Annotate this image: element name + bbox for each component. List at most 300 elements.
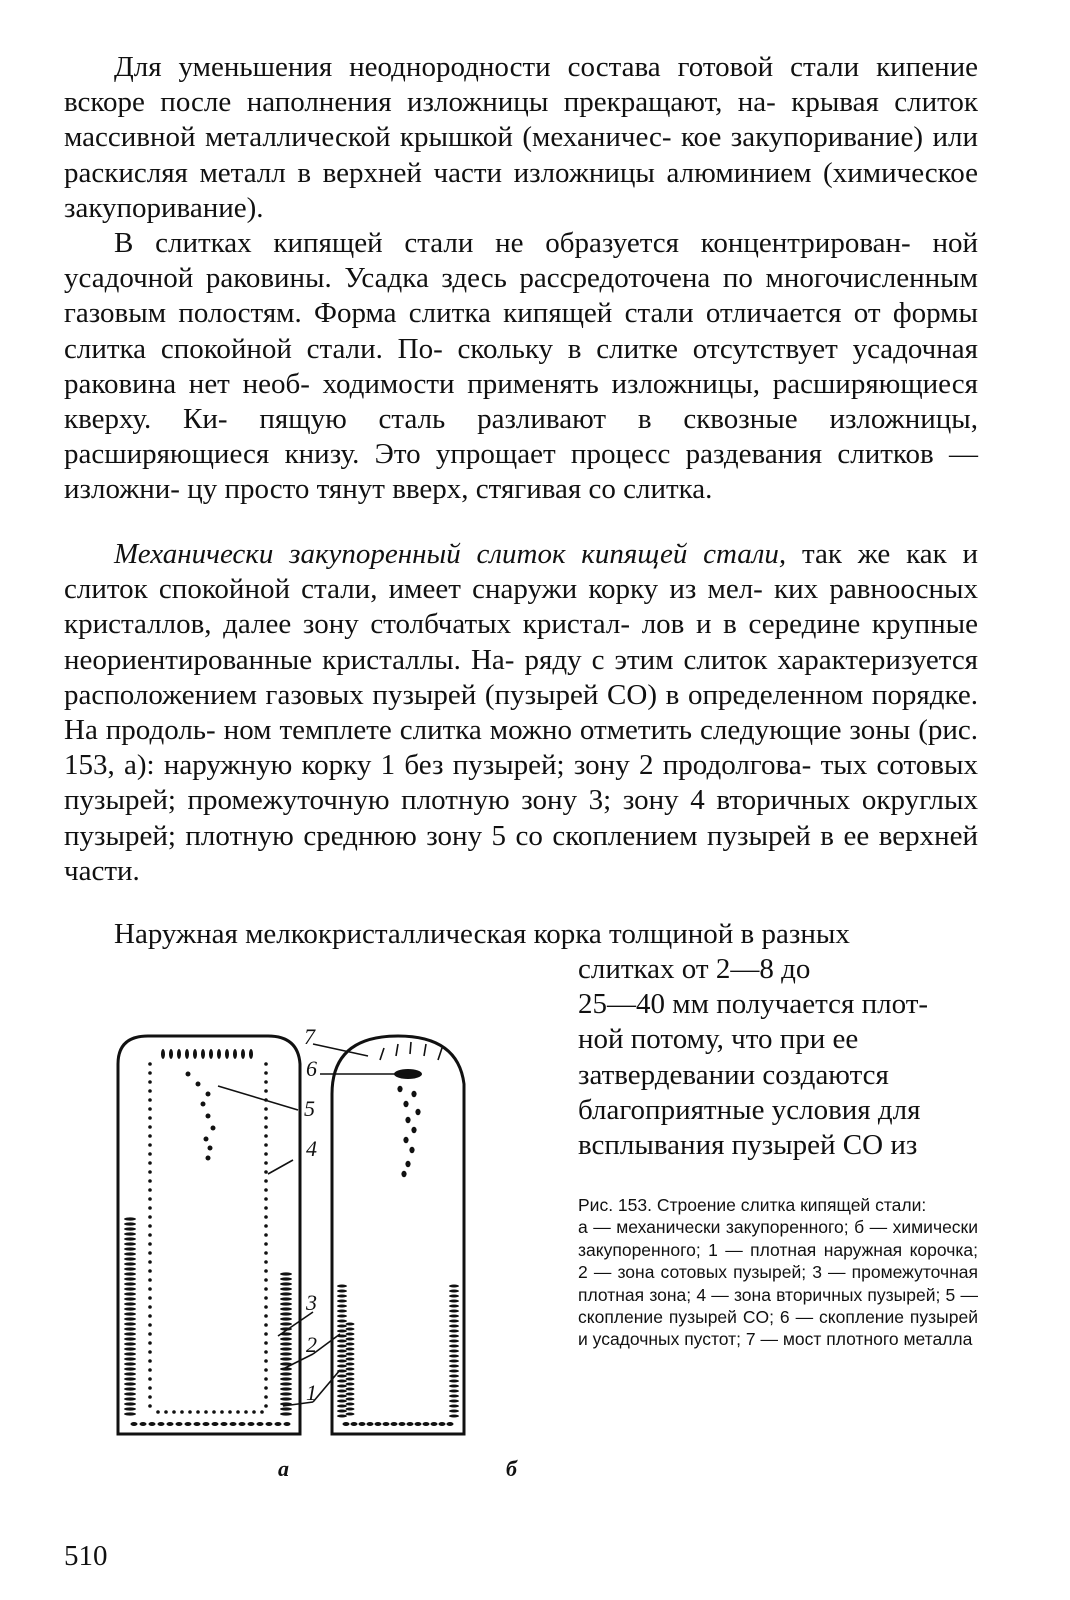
bubble-mark [264,1350,268,1354]
bubble-mark [233,1049,237,1059]
bubble-mark [124,1347,136,1350]
bubble-mark [236,1410,240,1414]
bubble-mark [449,1350,459,1353]
bubble-mark [337,1325,347,1328]
bubble-mark [148,1152,152,1156]
bubble-mark [241,1049,245,1059]
bubble-mark [266,1422,273,1426]
line: стали отличается от формы слитка спокойной стали. По- [64,297,979,365]
bubble-mark [280,1347,292,1350]
bubble-mark [204,1410,208,1414]
bubble-mark [264,1206,268,1210]
bubble-mark [449,1380,459,1383]
bubble-mark [337,1300,347,1303]
line: так же [786,538,891,570]
line: ряду с этим слиток характеризуется расположением газовых [64,643,979,711]
bubble-mark [264,1314,268,1318]
line: как и слиток спокойной стали, имеет снаружи корку из мел- [64,538,978,606]
line: лов и в середине крупные неориентированные кристаллы. На- [64,608,979,676]
bubble-mark [124,1302,136,1305]
bubble-mark [337,1330,347,1333]
figure-caption [578,1194,978,1351]
bubble-mark [244,1410,248,1414]
bubble-mark [204,1137,209,1142]
bubble-mark [346,1393,355,1396]
bubble-mark [411,1091,416,1097]
bubble-mark [337,1340,347,1343]
label-6: 6 [306,1056,317,1081]
bridge-mark [438,1048,442,1060]
bubble-mark [180,1410,184,1414]
bubble-mark [217,1049,221,1059]
bubble-mark [280,1392,292,1395]
bubble-mark [409,1147,414,1153]
bubble-mark [346,1328,355,1331]
bubble-mark [449,1385,459,1388]
bubble-mark [449,1405,459,1408]
bubble-mark [264,1341,268,1345]
bubble-mark [337,1385,347,1388]
bubble-mark [275,1422,282,1426]
bubble-mark [124,1382,136,1385]
bubble-mark [124,1337,136,1340]
bubble-mark [148,1161,152,1165]
bubble-mark [346,1348,355,1351]
line: 153, а): наружную корку 1 без пузырей; зону 2 продолгова- [64,749,812,782]
bubble-mark [206,1114,211,1119]
bubble-mark [124,1227,136,1230]
label-3: 3 [306,1290,317,1315]
bubble-mark [337,1395,347,1398]
bubble-mark [280,1302,292,1305]
bubble-mark [148,1395,152,1399]
bubble-mark [337,1305,347,1308]
bubble-mark [124,1267,136,1270]
bubble-mark [148,1197,152,1201]
bubble-mark [337,1320,347,1323]
bubble-mark [449,1395,459,1398]
line: кипение вскоре после наполнения изложницы прекращают, на- [64,51,978,119]
bubble-mark [280,1352,292,1355]
bubble-mark [264,1152,268,1156]
bubble-mark [264,1332,268,1336]
label-b: б [506,1456,517,1481]
bubble-mark [158,1422,165,1426]
line: Для уменьшения неоднородности состава готовой стали [114,51,860,83]
bubble-mark [148,1404,152,1408]
paragraph-4-wrapped [578,952,978,1163]
paragraph-2-text [64,226,978,508]
line: пящую сталь разливают в сквозные изложницы, расширяющиеся [64,403,978,471]
bridge-mark [424,1044,426,1056]
bubble-mark [407,1422,414,1426]
bubble-mark [124,1372,136,1375]
bubble-mark [337,1400,347,1403]
bubble-mark [346,1353,355,1356]
bubble-mark [280,1282,292,1285]
bubble-mark [148,1242,152,1246]
bubble-mark [415,1109,420,1115]
bubble-mark [148,1332,152,1336]
bubble-mark [264,1260,268,1264]
bubble-mark [280,1272,292,1275]
bubble-mark [148,1134,152,1138]
bubble-mark [124,1222,136,1225]
bubble-mark [346,1398,355,1401]
bubble-mark [148,1287,152,1291]
bubble-mark [343,1422,350,1426]
line: благоприятные условия для [578,1093,921,1126]
bubble-mark [449,1335,459,1338]
bubble-mark [449,1330,459,1333]
bubble-mark [167,1422,174,1426]
bubble-mark [280,1412,292,1415]
bubble-mark [351,1422,358,1426]
bubble-mark [264,1107,268,1111]
bubble-mark [148,1305,152,1309]
bubble-mark [148,1107,152,1111]
bubble-mark [280,1297,292,1300]
bubble-mark [401,1171,406,1177]
bubble-mark [264,1143,268,1147]
line: вторичных округлых пузырей; плотную среднюю зону 5 со [64,784,978,852]
bubble-mark [206,1156,211,1161]
bubble-mark [208,1146,213,1151]
bubble-mark [124,1232,136,1235]
bubble-mark [172,1410,176,1414]
bubble-mark [337,1405,347,1408]
bubble-mark [177,1049,181,1059]
bubble-mark [449,1290,459,1293]
bubble-mark [280,1292,292,1295]
bubble-mark [280,1317,292,1320]
caption-title: Рис. 153. Строение слитка кипящей стали: [578,1195,927,1215]
label-a: а [278,1456,289,1481]
bubble-mark [337,1390,347,1393]
bubble-mark [124,1282,136,1285]
bubble-mark [346,1338,355,1341]
bubble-mark [148,1323,152,1327]
bubble-mark [431,1422,438,1426]
bubble-mark [337,1375,347,1378]
bubble-mark [449,1315,459,1318]
line: книзу. Это упрощает процесс раздевания слитков — изложни- [64,438,978,506]
bubble-mark [449,1415,459,1418]
bubble-mark [164,1410,168,1414]
paragraph-4-first-line: Наружная мелкокристаллическая корка толщиной в разных [114,918,850,950]
bubble-mark [280,1377,292,1380]
line: изложницы алюминием (химическое закупоривание). [64,156,978,224]
bubble-mark [346,1358,355,1361]
bubble-mark [188,1410,192,1414]
bubble-mark [206,1092,211,1097]
bubble-mark [367,1422,374,1426]
bubble-mark [346,1378,355,1381]
bubble-mark [193,1049,197,1059]
bubble-mark [449,1340,459,1343]
bubble-mark [124,1367,136,1370]
bubble-mark [148,1269,152,1273]
bubble-mark [264,1278,268,1282]
bubble-mark [124,1277,136,1280]
bubble-mark [264,1296,268,1300]
bubble-mark [264,1089,268,1093]
bubble-mark [391,1422,398,1426]
bubble-mark [264,1233,268,1237]
bubble-mark [148,1170,152,1174]
bubble-mark [148,1215,152,1219]
ingot-b-drawing [332,1036,464,1434]
bubble-mark [280,1342,292,1345]
bubble-mark [201,1102,206,1107]
bubble-mark [264,1386,268,1390]
ingot-a-drawing [118,1036,300,1434]
bubble-mark [124,1217,136,1220]
bubble-mark [284,1422,291,1426]
bubble-mark [148,1071,152,1075]
bubble-mark [148,1080,152,1084]
bubble-mark [337,1310,347,1313]
bubble-mark [449,1310,459,1313]
bubble-mark [148,1188,152,1192]
bubble-mark [131,1422,138,1426]
bubble-mark [124,1377,136,1380]
bubble-mark [148,1341,152,1345]
bubble-mark [201,1049,205,1059]
bubble-mark [449,1305,459,1308]
label-5: 5 [304,1096,315,1121]
bubble-mark [280,1387,292,1390]
bubble-mark [264,1269,268,1273]
bubble-mark [186,1072,191,1077]
line: ной потому, что при ее [578,1023,859,1056]
bubble-mark [337,1285,347,1288]
paragraph-3 [64,537,978,889]
bubble-mark [148,1179,152,1183]
bubble-mark [264,1062,268,1066]
bubble-mark [148,1089,152,1093]
bubble-mark [449,1410,459,1413]
bubble-mark [211,1126,216,1131]
line: кое закупоривание) или раскисляя металл в верхней части [64,121,978,189]
bubble-mark [264,1359,268,1363]
bubble-mark [280,1407,292,1410]
bubble-mark [230,1422,237,1426]
ingot-figure [108,1024,538,1484]
bubble-mark [346,1388,355,1391]
line: затвердевании создаются [578,1058,889,1091]
bubble-mark [169,1049,173,1059]
bubble-mark [337,1290,347,1293]
bubble-mark [337,1345,347,1348]
bubble-mark [264,1071,268,1075]
bubble-mark [124,1247,136,1250]
bubble-mark [359,1422,366,1426]
bubble-mark [260,1410,264,1414]
bubble-mark [264,1215,268,1219]
caption-body: а — механически закупоренного; б — химически закупоренного; 1 — плотная наружная корочка; 2 — зона сотовых пузырей; 3 — промежуточная плотная зона; 4 — зона вторичных пузырей; 5 — скопление пузырей CO; 6 — скопление пузырей и усадочных пустот; 7 — мост плотного металла [578,1217,978,1350]
line: тых сотовых пузырей; промежуточную плотную зону 3; зону 4 [64,749,978,817]
paragraph-1 [64,50,978,226]
bubble-mark [185,1422,192,1426]
line: скольку в слитке отсутствует усадочная раковина нет необ- [64,332,978,400]
bubble-mark [148,1116,152,1120]
bubble-mark [449,1365,459,1368]
bubble-mark [221,1422,228,1426]
bubble-mark [449,1300,459,1303]
bubble-mark [449,1400,459,1403]
bubble-mark [209,1049,213,1059]
bubble-mark [124,1407,136,1410]
bubble-mark [124,1297,136,1300]
bubble-mark [264,1251,268,1255]
bubble-mark [124,1322,136,1325]
bubble-mark [346,1368,355,1371]
bubble-mark [148,1224,152,1228]
bubble-mark [280,1372,292,1375]
bubble-mark [264,1368,268,1372]
bubble-mark [225,1049,229,1059]
bubble-mark [415,1422,422,1426]
bubble-mark [449,1390,459,1393]
bubble-mark [148,1296,152,1300]
bubble-mark [124,1327,136,1330]
bubble-mark [148,1260,152,1264]
bubble-mark [264,1224,268,1228]
bubble-mark [264,1242,268,1246]
bubble-mark [399,1422,406,1426]
line: крывая слиток массивной металлической крышкой (механичес- [64,86,978,154]
bridge-mark [380,1048,384,1060]
line: цу просто тянут вверх, стягивая со слитка. [187,473,713,506]
bubble-mark [124,1402,136,1405]
bubble-mark [148,1233,152,1237]
bubble-mark [124,1262,136,1265]
line: ной усадочной раковины. Усадка здесь рассредоточена по [64,227,979,295]
bubble-mark [264,1377,268,1381]
line: многочисленным газовым полостям. Форма слитка кипящей [64,262,978,330]
bubble-mark [148,1062,152,1066]
bubble-mark [257,1422,264,1426]
bubble-mark [264,1179,268,1183]
bubble-mark [148,1350,152,1354]
bubble-mark [148,1125,152,1129]
bubble-mark [337,1350,347,1353]
bubble-mark [140,1422,147,1426]
bubble-mark [423,1422,430,1426]
bubble-mark [449,1375,459,1378]
bubble-mark [346,1413,355,1416]
bubble-mark [148,1206,152,1210]
label-2: 2 [306,1332,317,1357]
bubble-mark [264,1170,268,1174]
bubble-mark [337,1360,347,1363]
bubble-mark [346,1373,355,1376]
bubble-mark [124,1412,136,1415]
bubble-mark [439,1422,446,1426]
bubble-mark [124,1292,136,1295]
bubble-mark [196,1410,200,1414]
bubble-mark [346,1363,355,1366]
bubble-mark [337,1355,347,1358]
paragraph-3-text [64,537,978,889]
bubble-mark [346,1323,355,1326]
bubble-mark [212,1422,219,1426]
bubble-mark [124,1317,136,1320]
bubble-mark [346,1408,355,1411]
bubble-mark [337,1415,347,1418]
bubble-mark [280,1322,292,1325]
bubble-mark [124,1257,136,1260]
line: слитках от 2—8 до [578,953,811,985]
bubble-mark [194,1422,201,1426]
bubble-mark [264,1395,268,1399]
bubble-mark [124,1242,136,1245]
bubble-mark [280,1277,292,1280]
bubble-mark [411,1127,416,1133]
bubble-mark [212,1410,216,1414]
bubble-mark [403,1137,408,1143]
line: ких равноосных кристаллов, далее зону столбчатых кристал- [64,573,979,641]
bubble-mark [405,1117,410,1123]
italic-term: Механически закупоренный слиток кипящей стали, [114,538,787,570]
line: 25—40 мм получается плот- [578,988,929,1021]
bubble-mark [148,1386,152,1390]
bubble-mark [280,1287,292,1290]
bubble-mark [203,1422,210,1426]
bubble-mark [148,1098,152,1102]
bridge-mark [410,1042,411,1054]
line: всплывания пузырей CO из [578,1129,918,1162]
bubble-mark [337,1410,347,1413]
bubble-mark [185,1049,189,1059]
bubble-mark [280,1382,292,1385]
bubble-mark [337,1315,347,1318]
bubble-mark [280,1337,292,1340]
bubble-mark [397,1086,402,1092]
bubble-mark [449,1370,459,1373]
bubble-mark [264,1116,268,1120]
bubble-mark [124,1312,136,1315]
bubble-mark [252,1410,256,1414]
bridge-mark [396,1044,398,1056]
bubble-mark [148,1251,152,1255]
bubble-mark [403,1101,408,1107]
bubble-mark [346,1383,355,1386]
bubble-mark [264,1323,268,1327]
bubble-mark [124,1392,136,1395]
bubble-mark [148,1314,152,1318]
bubble-mark [148,1143,152,1147]
label-7: 7 [304,1024,315,1049]
bubble-mark [264,1197,268,1201]
bubble-mark [346,1333,355,1336]
bubble-mark [447,1422,454,1426]
bubble-mark [124,1287,136,1290]
bubble-mark [124,1397,136,1400]
bubble-mark [220,1410,224,1414]
bubble-mark [124,1357,136,1360]
bubble-mark [337,1365,347,1368]
bubble-mark [124,1252,136,1255]
line: пузырей (пузырей CO) в определенном порядке. На продоль- [64,678,978,747]
bubble-mark [264,1125,268,1129]
paragraph-2 [64,226,978,508]
paragraph-1-text [64,50,978,226]
bubble-mark [124,1362,136,1365]
bubble-mark [346,1403,355,1406]
bubble-mark [249,1049,253,1059]
